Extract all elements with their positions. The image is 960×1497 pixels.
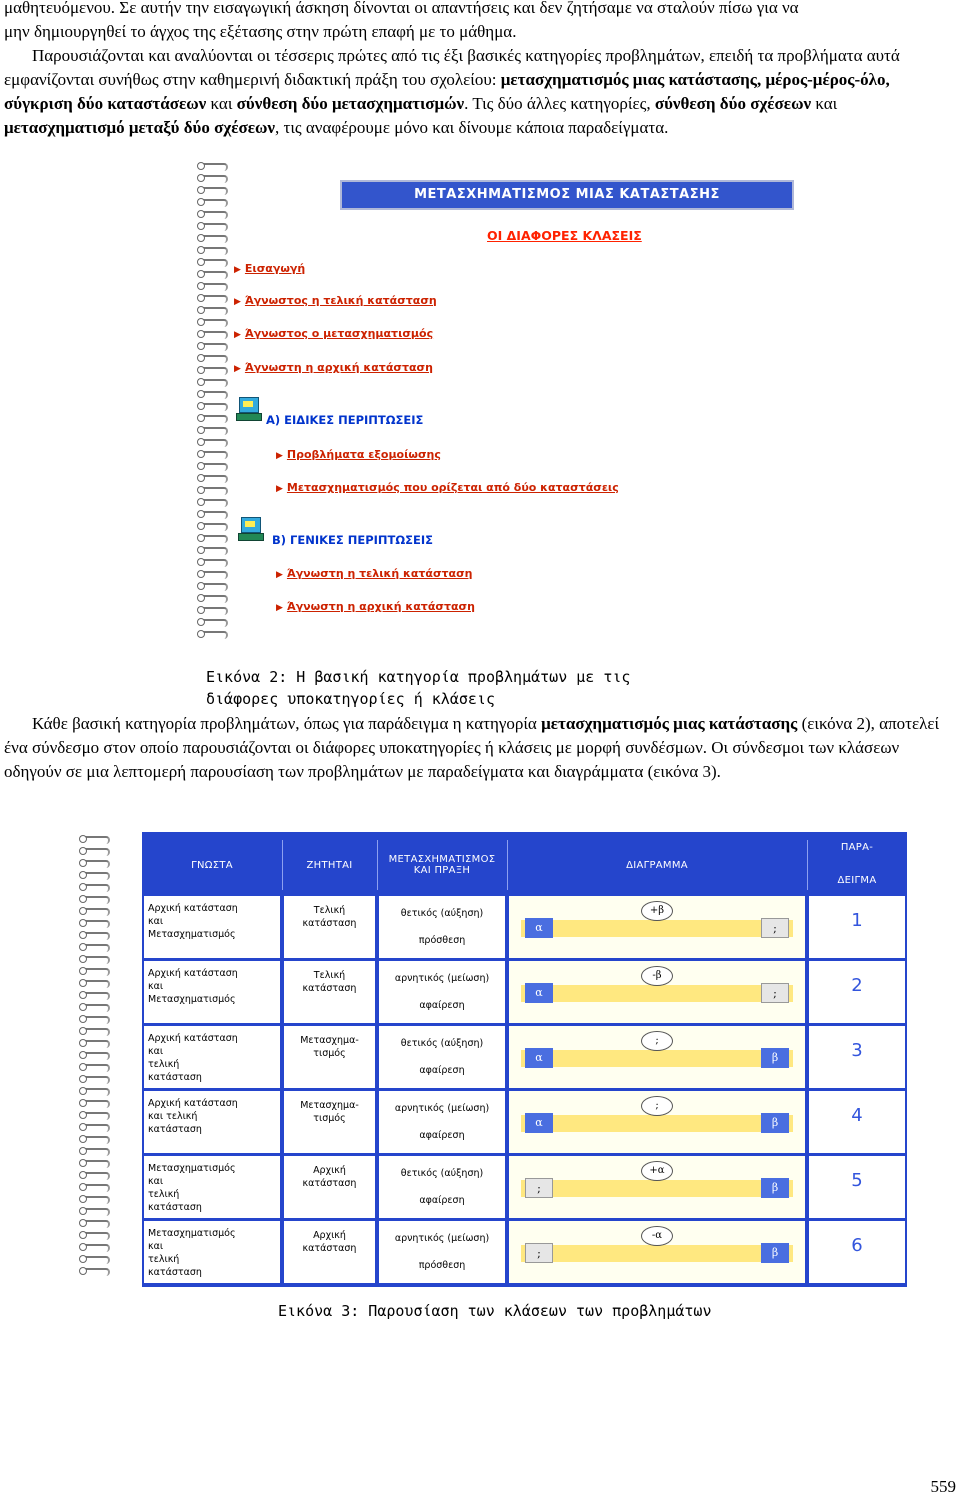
header-transformation — [377, 840, 507, 890]
transformation-type: αρνητικός (μείωση) — [394, 973, 490, 984]
section-special-cases: Α) ΕΙΔΙΚΕΣ ΠΕΡΙΠΤΩΣΕΙΣ — [266, 413, 424, 427]
diagram-bar — [521, 920, 793, 937]
known-line: και τελική — [148, 1111, 198, 1122]
known-line: Μετασχηματισμός — [148, 1163, 236, 1174]
spiral-coil — [80, 896, 110, 904]
known-line: Αρχική κατάσταση — [148, 1033, 238, 1044]
asked-line: κατάσταση — [302, 1243, 357, 1254]
spiral-coil — [80, 920, 110, 928]
spiral-coil — [80, 1244, 110, 1252]
arrow-right-icon: ▶ — [234, 297, 241, 307]
spiral-coil — [80, 1232, 110, 1240]
known-line: και — [148, 981, 164, 992]
final-state-box: β — [761, 1048, 789, 1068]
text-run: και — [206, 94, 237, 113]
asked-line: Αρχική — [313, 1230, 346, 1241]
example-cell — [809, 1221, 905, 1283]
spiral-coil — [80, 956, 110, 964]
spiral-coil — [80, 1268, 110, 1276]
known-line: τελική — [148, 1059, 180, 1070]
header-asked: ΖΗΤΗΤΑΙ — [306, 859, 353, 871]
diagram-bar — [521, 1180, 793, 1197]
final-state-box: ; — [761, 983, 789, 1003]
figure-2-screenshot — [190, 163, 810, 653]
transformation-type: αρνητικός (μείωση) — [394, 1233, 490, 1244]
asked-cell — [284, 961, 375, 1023]
spiral-coil — [80, 1196, 110, 1204]
known-line: Μετασχηματισμός — [148, 1228, 236, 1239]
spiral-coil — [80, 992, 110, 1000]
spiral-coil — [80, 1100, 110, 1108]
figure-3-caption: Εικόνα 3: Παρουσίαση των κλάσεων των προβλημάτων — [278, 1302, 712, 1320]
initial-state-box: α — [525, 918, 553, 938]
operation-cell — [379, 896, 505, 958]
header-example — [807, 842, 907, 886]
spiral-coil — [198, 355, 228, 363]
known-cell — [144, 1091, 280, 1153]
spiral-coil — [198, 487, 228, 495]
spiral-coil — [198, 379, 228, 387]
final-state-box: ; — [761, 918, 789, 938]
operation-cell — [379, 1091, 505, 1153]
spiral-coil — [198, 331, 228, 339]
computer-icon — [238, 515, 262, 541]
intro-paragraph — [4, 0, 956, 44]
example-number-link[interactable]: 3 — [851, 1040, 863, 1061]
arrow-right-icon: ▶ — [276, 570, 283, 580]
spiral-coil — [198, 223, 228, 231]
asked-cell — [284, 1156, 375, 1218]
spiral-coil — [198, 211, 228, 219]
spiral-coil — [80, 836, 110, 844]
spiral-coil — [198, 319, 228, 327]
known-line: τελική — [148, 1254, 180, 1265]
spiral-coil — [80, 1172, 110, 1180]
operation-name: αφαίρεση — [419, 1195, 465, 1206]
example-cell — [809, 1091, 905, 1153]
known-line: κατάσταση — [148, 1202, 202, 1213]
known-line: κατάσταση — [148, 1267, 202, 1278]
example-cell — [809, 1026, 905, 1088]
bold-term: μετασχηματισμό μεταξύ δύο σχέσεων — [4, 118, 276, 137]
operation-name: αφαίρεση — [419, 1065, 465, 1076]
diagram-cell — [509, 1221, 805, 1283]
spiral-coil — [80, 968, 110, 976]
text-run: Κάθε βασική κατηγορία προβλημάτων, όπως για παράδειγμα η κατηγορία — [32, 714, 542, 733]
link-label: Άγνωστος ο μετασχηματισμός — [244, 327, 434, 340]
known-line: Αρχική κατάσταση — [148, 968, 238, 979]
spiral-coil — [198, 523, 228, 531]
spiral-coil — [80, 1136, 110, 1144]
link-label: Προβλήματα εξομοίωσης — [286, 448, 441, 461]
text-run: και — [811, 94, 838, 113]
final-state-box: β — [761, 1178, 789, 1198]
spiral-coil — [198, 247, 228, 255]
operation-cell — [379, 1156, 505, 1218]
known-line: Μετασχηματισμός — [148, 994, 236, 1005]
spiral-coil — [198, 559, 228, 567]
figure-2-caption — [206, 666, 630, 710]
spiral-coil — [198, 295, 228, 303]
spiral-coil — [198, 175, 228, 183]
intro-line-1: μαθητευόμενου. Σε αυτήν την εισαγωγική άσκηση δίνονται οι απαντήσεις και δεν ζητήσαμε να σταλούν πίσω για να — [4, 0, 799, 17]
transformation-circle: +β — [641, 901, 673, 921]
page-number: 559 — [930, 1477, 956, 1496]
spiral-coil — [80, 908, 110, 916]
transformation-type: θετικός (αύξηση) — [400, 1168, 484, 1179]
example-cell — [809, 1156, 905, 1218]
spiral-coil — [80, 1124, 110, 1132]
spiral-coil — [198, 367, 228, 375]
spiral-coil — [198, 415, 228, 423]
header-line: ΔΕΙΓΜΑ — [837, 875, 877, 886]
header-line: ΠΑΡΑ- — [840, 842, 874, 853]
final-state-box: β — [761, 1113, 789, 1133]
arrow-right-icon: ▶ — [276, 484, 283, 494]
known-line: και — [148, 1241, 164, 1252]
diagram-cell — [509, 896, 805, 958]
arrow-right-icon: ▶ — [234, 364, 241, 374]
example-number-link[interactable]: 2 — [851, 975, 863, 996]
asked-line: κατάσταση — [302, 1178, 357, 1189]
figure-3-screenshot — [80, 832, 910, 1292]
spiral-coil — [198, 631, 228, 639]
asked-cell — [284, 1091, 375, 1153]
spiral-coil — [80, 1148, 110, 1156]
spiral-coil — [198, 187, 228, 195]
transformation-circle: ; — [641, 1031, 673, 1051]
header-line: ΜΕΤΑΣΧΗΜΑΤΙΣΜΟΣ — [388, 854, 496, 865]
link-unknown-initial-state[interactable] — [234, 361, 433, 374]
caption-line: Εικόνα 2: Η βασική κατηγορία προβλημάτων με τις — [206, 668, 631, 686]
asked-line: Τελική — [313, 970, 346, 981]
spiral-coil — [198, 271, 228, 279]
spiral-coil — [198, 163, 228, 171]
link-label: Άγνωστη η τελική κατάσταση — [286, 567, 473, 580]
known-cell — [144, 1026, 280, 1088]
bold-term: μετασχηματισμός μιας κατάστασης, μέρος-μέρος-όλο, σύγκριση δύο καταστάσεων — [4, 70, 890, 113]
computer-icon — [236, 395, 260, 421]
known-line: και — [148, 1176, 164, 1187]
transformation-circle: +α — [641, 1161, 673, 1181]
known-cell — [144, 1156, 280, 1218]
diagram-bar — [521, 1245, 793, 1262]
link-introduction[interactable] — [234, 262, 305, 275]
transformation-circle: ; — [641, 1096, 673, 1116]
spiral-coil — [198, 475, 228, 483]
example-number-link[interactable]: 4 — [851, 1105, 863, 1126]
spiral-coil — [198, 259, 228, 267]
spiral-coil — [80, 1016, 110, 1024]
link-label: Άγνωστη η αρχική κατάσταση — [244, 361, 433, 374]
section-general-cases: Β) ΓΕΝΙΚΕΣ ΠΕΡΙΠΤΩΣΕΙΣ — [272, 533, 434, 547]
spiral-coil — [198, 391, 228, 399]
spiral-coil — [80, 1076, 110, 1084]
operation-cell — [379, 1026, 505, 1088]
intro-line-2: μην δημιουργηθεί το άγχος της εξέτασης στην πρώτη επαφή με το μάθημα. — [4, 22, 517, 41]
spiral-coil — [80, 932, 110, 940]
known-line: Μετασχηματισμός — [148, 929, 236, 940]
spiral-coil — [80, 1208, 110, 1216]
header-diagram: ΔΙΑΓΡΑΜΜΑ — [626, 859, 688, 871]
initial-state-box: ; — [525, 1178, 553, 1198]
asked-cell — [284, 1026, 375, 1088]
link-equalization-problems[interactable] — [276, 448, 441, 461]
spiral-coil — [198, 439, 228, 447]
spiral-coil — [80, 1028, 110, 1036]
spiral-coil — [80, 1052, 110, 1060]
asked-line: Μετασχημα- — [300, 1100, 359, 1111]
asked-line: Μετασχημα- — [300, 1035, 359, 1046]
spiral-coil — [80, 1040, 110, 1048]
spiral-coil — [80, 1160, 110, 1168]
spiral-coil — [80, 980, 110, 988]
known-line: και — [148, 1046, 164, 1057]
link-label: Μετασχηματισμός που ορίζεται από δύο καταστάσεις — [286, 481, 619, 494]
diagram-bar — [521, 1115, 793, 1132]
spiral-coil — [80, 872, 110, 880]
header-line: ΚΑΙ ΠΡΑΞΗ — [413, 865, 471, 876]
spiral-coil — [80, 1064, 110, 1072]
classes-heading-link[interactable]: ΟΙ ΔΙΑΦΟΡΕΣ ΚΛΑΣΕΙΣ — [487, 228, 642, 243]
header-known: ΓΝΩΣΤΑ — [191, 859, 233, 871]
operation-name: πρόσθεση — [418, 1260, 466, 1271]
arrow-right-icon: ▶ — [276, 603, 283, 613]
spiral-coil — [198, 583, 228, 591]
categories-paragraph — [4, 44, 956, 140]
link-label: Άγνωστος η τελική κατάσταση — [244, 294, 437, 307]
link-general-unknown-final[interactable] — [276, 567, 473, 580]
example-cell — [809, 961, 905, 1023]
link-general-unknown-initial[interactable] — [276, 600, 475, 613]
spiral-coil — [198, 499, 228, 507]
spiral-coil — [80, 1184, 110, 1192]
operation-cell — [379, 1221, 505, 1283]
asked-cell — [284, 1221, 375, 1283]
diagram-cell — [509, 1091, 805, 1153]
diagram-cell — [509, 1026, 805, 1088]
asked-line: τισμός — [313, 1048, 346, 1059]
example-number-link[interactable]: 6 — [851, 1235, 863, 1256]
spiral-coil — [80, 1112, 110, 1120]
example-number-link[interactable]: 1 — [851, 910, 863, 931]
spiral-coil — [198, 199, 228, 207]
known-cell — [144, 896, 280, 958]
known-line: Αρχική κατάσταση — [148, 1098, 238, 1109]
link-unknown-final-state[interactable] — [234, 294, 437, 307]
link-unknown-transformation[interactable] — [234, 327, 433, 340]
spiral-coil — [198, 511, 228, 519]
diagram-cell — [509, 1156, 805, 1218]
caption-line: διάφορες υποκατηγορίες ή κλάσεις — [206, 690, 495, 708]
spiral-coil — [80, 944, 110, 952]
example-number-link[interactable]: 5 — [851, 1170, 863, 1191]
diagram-cell — [509, 961, 805, 1023]
arrow-right-icon: ▶ — [234, 265, 241, 275]
spiral-coil — [198, 619, 228, 627]
spiral-coil — [198, 235, 228, 243]
notebook-spiral — [80, 836, 114, 1286]
spiral-coil — [80, 884, 110, 892]
spiral-coil — [80, 848, 110, 856]
spiral-coil — [198, 403, 228, 411]
operation-name: αφαίρεση — [419, 1130, 465, 1141]
bold-term: σύνθεση δύο μετασχηματισμών — [236, 94, 465, 113]
spiral-coil — [80, 1220, 110, 1228]
asked-line: κατάσταση — [302, 983, 357, 994]
link-label: Άγνωστη η αρχική κατάσταση — [286, 600, 475, 613]
spiral-coil — [80, 1256, 110, 1264]
notebook-spiral — [198, 163, 232, 653]
operation-name: αφαίρεση — [419, 1000, 465, 1011]
text-run: Παρουσιάζονται και αναλύονται οι τέσσερις πρώτες από τις έξι βασικές κατηγορίες προβλημάτων, επειδή τα προβλήματα αυτά εμφανίζονται συνήθως στην καθημερινή διδακτική πράξη του σχολείου: — [4, 46, 900, 89]
spiral-coil — [198, 343, 228, 351]
known-line: κατάσταση — [148, 1124, 202, 1135]
operation-cell — [379, 961, 505, 1023]
asked-line: κατάσταση — [302, 918, 357, 929]
link-label: Εισαγωγή — [244, 262, 306, 275]
transformation-type: θετικός (αύξηση) — [400, 1038, 484, 1049]
spiral-coil — [80, 1004, 110, 1012]
link-transformation-two-states[interactable] — [276, 481, 619, 494]
spiral-coil — [198, 283, 228, 291]
diagram-bar — [521, 985, 793, 1002]
diagram-bar — [521, 1050, 793, 1067]
known-cell — [144, 1221, 280, 1283]
bold-term: μετασχηματισμός μιας κατάστασης — [541, 714, 798, 733]
known-cell — [144, 961, 280, 1023]
arrow-right-icon: ▶ — [276, 451, 283, 461]
spiral-coil — [198, 607, 228, 615]
category-title-banner[interactable]: ΜΕΤΑΣΧΗΜΑΤΙΣΜΟΣ ΜΙΑΣ ΚΑΤΑΣΤΑΣΗΣ — [340, 180, 794, 210]
spiral-coil — [198, 535, 228, 543]
spiral-coil — [198, 451, 228, 459]
known-line: κατάσταση — [148, 1072, 202, 1083]
final-state-box: β — [761, 1243, 789, 1263]
initial-state-box: α — [525, 983, 553, 1003]
spiral-coil — [198, 463, 228, 471]
arrow-right-icon: ▶ — [234, 330, 241, 340]
text-run: (εικόνα 2), αποτελεί ένα σύνδεσμο στον οποίο παρουσιάζονται οι διάφορες υποκατηγορίες ή κλάσεις με μορφή συνδέσμων. Οι σύνδεσμοι των κλάσεων οδηγούν σε μια λεπτομερή παρουσίαση των προβλημάτων με παραδείγματα και διαγράμματα (εικόνα 3). — [4, 714, 940, 781]
example-cell — [809, 896, 905, 958]
spiral-coil — [80, 860, 110, 868]
initial-state-box: α — [525, 1113, 553, 1133]
bold-term: σύνθεση δύο σχέσεων — [654, 94, 812, 113]
operation-name: πρόσθεση — [418, 935, 466, 946]
transformation-type: θετικός (αύξηση) — [400, 908, 484, 919]
spiral-coil — [198, 571, 228, 579]
spiral-coil — [80, 1088, 110, 1096]
text-run: . Τις δύο άλλες κατηγορίες, — [464, 94, 655, 113]
transformation-type: αρνητικός (μείωση) — [394, 1103, 490, 1114]
problem-classes-table — [142, 832, 907, 1287]
asked-line: τισμός — [313, 1113, 346, 1124]
text-run: , τις αναφέρουμε μόνο και δίνουμε κάποια παραδείγματα. — [275, 118, 669, 137]
transformation-circle: -α — [641, 1226, 673, 1246]
spiral-coil — [198, 547, 228, 555]
spiral-coil — [198, 307, 228, 315]
transformation-circle: -β — [641, 966, 673, 986]
asked-line: Τελική — [313, 905, 346, 916]
asked-line: Αρχική — [313, 1165, 346, 1176]
asked-cell — [284, 896, 375, 958]
initial-state-box: ; — [525, 1243, 553, 1263]
known-line: τελική — [148, 1189, 180, 1200]
spiral-coil — [198, 595, 228, 603]
known-line: Αρχική κατάσταση — [148, 903, 238, 914]
initial-state-box: α — [525, 1048, 553, 1068]
known-line: και — [148, 916, 164, 927]
spiral-coil — [198, 427, 228, 435]
classes-paragraph — [4, 712, 956, 784]
